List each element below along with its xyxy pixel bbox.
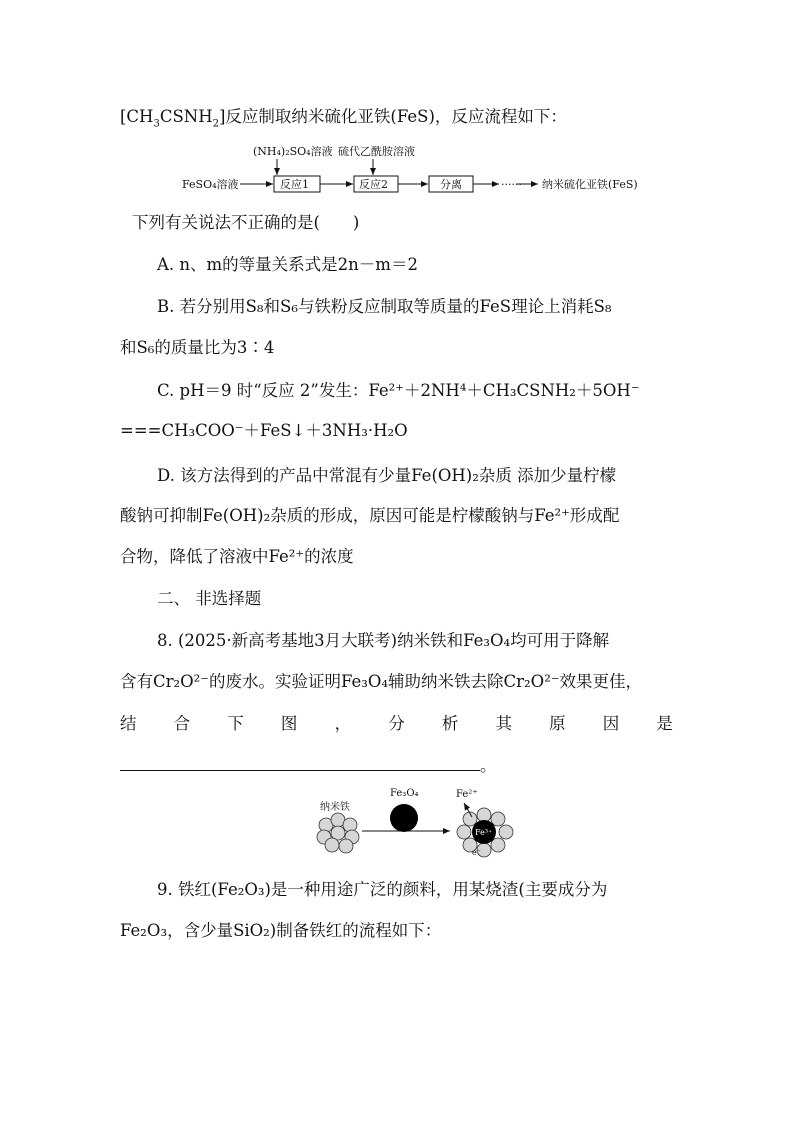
answer-blank-line: 。 [120,755,680,777]
q8-char: 下 [227,714,244,733]
q8-char: 图 [280,714,298,733]
intro-line: $[CH_3CSNH_2]$反应制取纳米硫化亚铁(FeS)，反应流程如下： [120,107,567,130]
flow-top-label-2: 硫代乙酰胺溶液 [338,145,415,158]
fig-label-nano-iron: 纳米铁 [320,802,350,813]
flow-start: FeSO₄溶液 [182,178,239,191]
q8-char: 析 [441,714,459,733]
section-heading: 二、 非选择题 [157,589,262,608]
flow-box-2-label: 反应2 [359,178,388,191]
option-c-line-1: C. pH＝9 时“反应 2”发生：Fe²⁺＋2NH⁴＋CH₃CSNH₂＋5OH⁻ [157,381,640,400]
q8-line-1: 8. (2025·新高考基地3月大联考)纳米铁和Fe₃O₄均可用于降解 [157,631,610,650]
q8-char: 合 [173,714,191,733]
answer-blank[interactable] [120,758,480,771]
option-b-line-1: B. 若分别用S₈和S₆与铁粉反应制取等质量的FeS理论上消耗S₈ [157,297,612,316]
q9-line-2: Fe₂O₃，含少量SiO₂)制备铁红的流程如下： [120,921,442,940]
q8-char: 分 [388,714,405,733]
fig-fe2-label: Fe²⁺ [456,789,478,800]
option-c-line-2: ===CH₃COO⁻＋FeS↓＋3NH₃·H₂O [120,421,408,440]
q8-char: 是 [656,714,673,733]
q9-line-1: 9. 铁红(Fe₂O₃)是一种用途广泛的颜料，用某烧渣(主要成分为 [157,880,608,899]
q8-char: 原 [549,714,566,733]
q8-char: 结 [120,714,137,733]
fig-label-fe3o4: Fe₃O₄ [390,788,419,799]
reaction-flow-diagram [160,140,660,200]
option-d-line-1: D. 该方法得到的产品中常混有少量Fe(OH)₂杂质 添加少量柠檬 [157,466,617,485]
flow-top-label-1: (NH₄)₂SO₄溶液 [253,145,333,158]
option-d-line-3: 合物，降低了溶液中Fe²⁺的浓度 [120,547,354,566]
nano-iron-figure [312,783,532,863]
q8-line-3 [120,713,680,735]
fe3o4-particle [390,804,418,832]
option-a: A. n、m的等量关系式是2n－m＝2 [157,255,418,274]
option-b-line-2: 和S₆的质量比为3∶4 [120,338,275,357]
option-d-line-2: 酸钠可抑制Fe(OH)₂杂质的形成，原因可能是柠檬酸钠与Fe²⁺形成配 [120,506,620,525]
flow-box-1-label: 反应1 [280,178,309,191]
nano-iron-cluster [317,813,359,853]
flow-end: 纳米硫化亚铁(FeS) [542,178,638,191]
flow-dots: ······ [501,178,522,191]
q8-line-2: 含有Cr₂O²⁻的废水。实验证明Fe₃O₄辅助纳米铁去除Cr₂O²⁻效果更佳， [120,672,643,691]
question-stem: 下列有关说法不正确的是( ) [132,213,360,232]
q8-char: ， [334,714,352,733]
fig-core-label: Fe³⁺ [475,828,493,837]
q8-char: 因 [602,714,620,733]
flow-box-3-label: 分离 [440,178,462,191]
q8-char: 其 [495,714,512,733]
fig-electron-label: e⁻ [472,848,481,857]
